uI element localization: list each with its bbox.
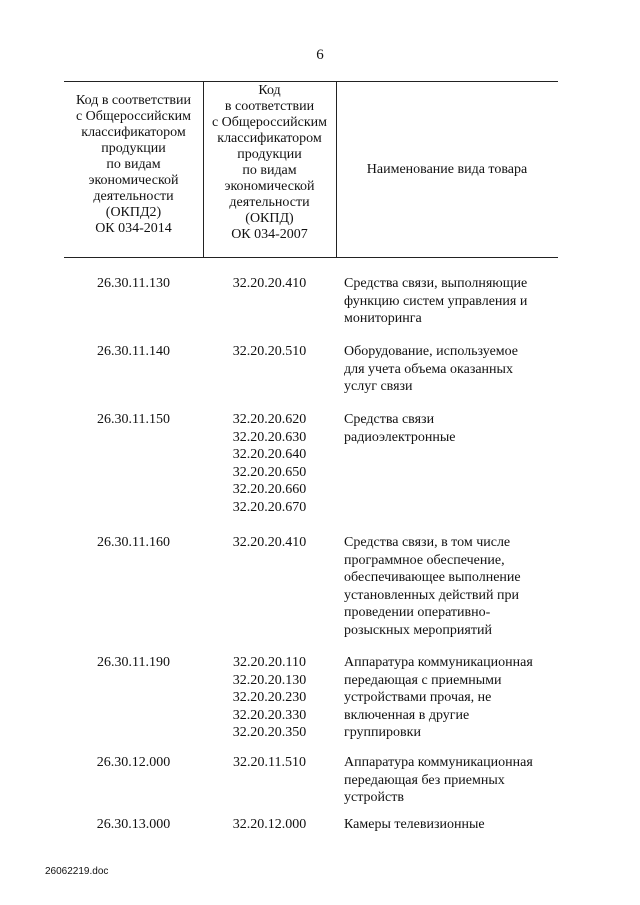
okpd2-code: 26.30.11.190 [97, 655, 170, 670]
okpd2-code: 26.30.13.000 [96, 817, 171, 832]
okpd-codes [203, 754, 336, 816]
okpd-codes [203, 534, 336, 654]
okpd2-code: 26.30.11.130 [97, 276, 170, 291]
okpd-code: 32.20.20.230 [232, 690, 307, 705]
footer-filename: 26062219.doc [45, 866, 109, 877]
okpd-code: 32.20.20.650 [232, 464, 307, 480]
header-bottom-rule [64, 257, 558, 258]
okpd2-code: 26.30.12.000 [96, 755, 171, 770]
okpd-codes [203, 343, 336, 411]
okpd2-code: 26.30.11.150 [97, 412, 170, 427]
table-row [64, 275, 558, 343]
goods-name: Камеры телевизионные [344, 817, 485, 832]
table-row [64, 754, 558, 816]
okpd-code: 32.20.20.510 [232, 344, 307, 359]
header-okpd2: Код в соответствии с Общероссийским классификатором продукции по видам экономической деятельности (ОКПД2) ОК 034-2014 [75, 93, 192, 236]
okpd2-code: 26.30.11.140 [97, 344, 170, 359]
table-row [64, 534, 558, 654]
table-row [64, 411, 558, 534]
okpd-code: 32.20.20.410 [232, 535, 307, 550]
okpd-codes [203, 816, 336, 836]
okpd-codes [203, 411, 336, 534]
table-row [64, 343, 558, 411]
goods-name: Оборудование, используемое для учета объема оказанных услуг связи [344, 344, 519, 394]
okpd-code: 32.20.20.130 [232, 672, 307, 688]
goods-name: Средства связи, в том числе программное обеспечение, обеспечивающее выполнение установленных действий при проведении оперативно- розыскных мероприятий [344, 535, 521, 638]
table-top-rule [64, 81, 558, 82]
goods-name: Средства связи, выполняющие функцию систем управления и мониторинга [344, 276, 528, 326]
okpd-code: 32.20.11.510 [233, 755, 306, 770]
okpd-code: 32.20.20.640 [232, 447, 307, 462]
okpd-code: 32.20.20.350 [232, 725, 307, 740]
table-body [64, 275, 558, 836]
okpd-code: 32.20.20.660 [232, 482, 307, 497]
okpd-code: 32.20.20.330 [232, 707, 307, 723]
okpd-code: 32.20.20.620 [232, 412, 307, 427]
okpd-code: 32.20.20.410 [232, 276, 307, 291]
okpd-codes [203, 654, 336, 754]
goods-name: Средства связи радиоэлектронные [344, 412, 456, 445]
okpd-code: 32.20.20.110 [233, 655, 306, 670]
table-row [64, 654, 558, 754]
header-name: Наименование вида товара [366, 162, 528, 177]
page-number: 6 [316, 47, 324, 63]
header-okpd: Код в соответствии с Общероссийским классификатором продукции по видам экономической деятельности (ОКПД) ОК 034-2007 [211, 83, 328, 242]
okpd-code: 32.20.20.670 [232, 499, 307, 515]
goods-name: Аппаратура коммуникационная передающая без приемных устройств [344, 755, 533, 805]
table-row [64, 816, 558, 836]
okpd2-code: 26.30.11.160 [97, 535, 170, 550]
okpd-code: 32.20.12.000 [232, 817, 307, 832]
goods-name: Аппаратура коммуникационная передающая с приемными устройствами прочая, не включенная в другие группировки [344, 655, 533, 740]
okpd-codes [203, 275, 336, 343]
okpd-code: 32.20.20.630 [232, 429, 307, 445]
